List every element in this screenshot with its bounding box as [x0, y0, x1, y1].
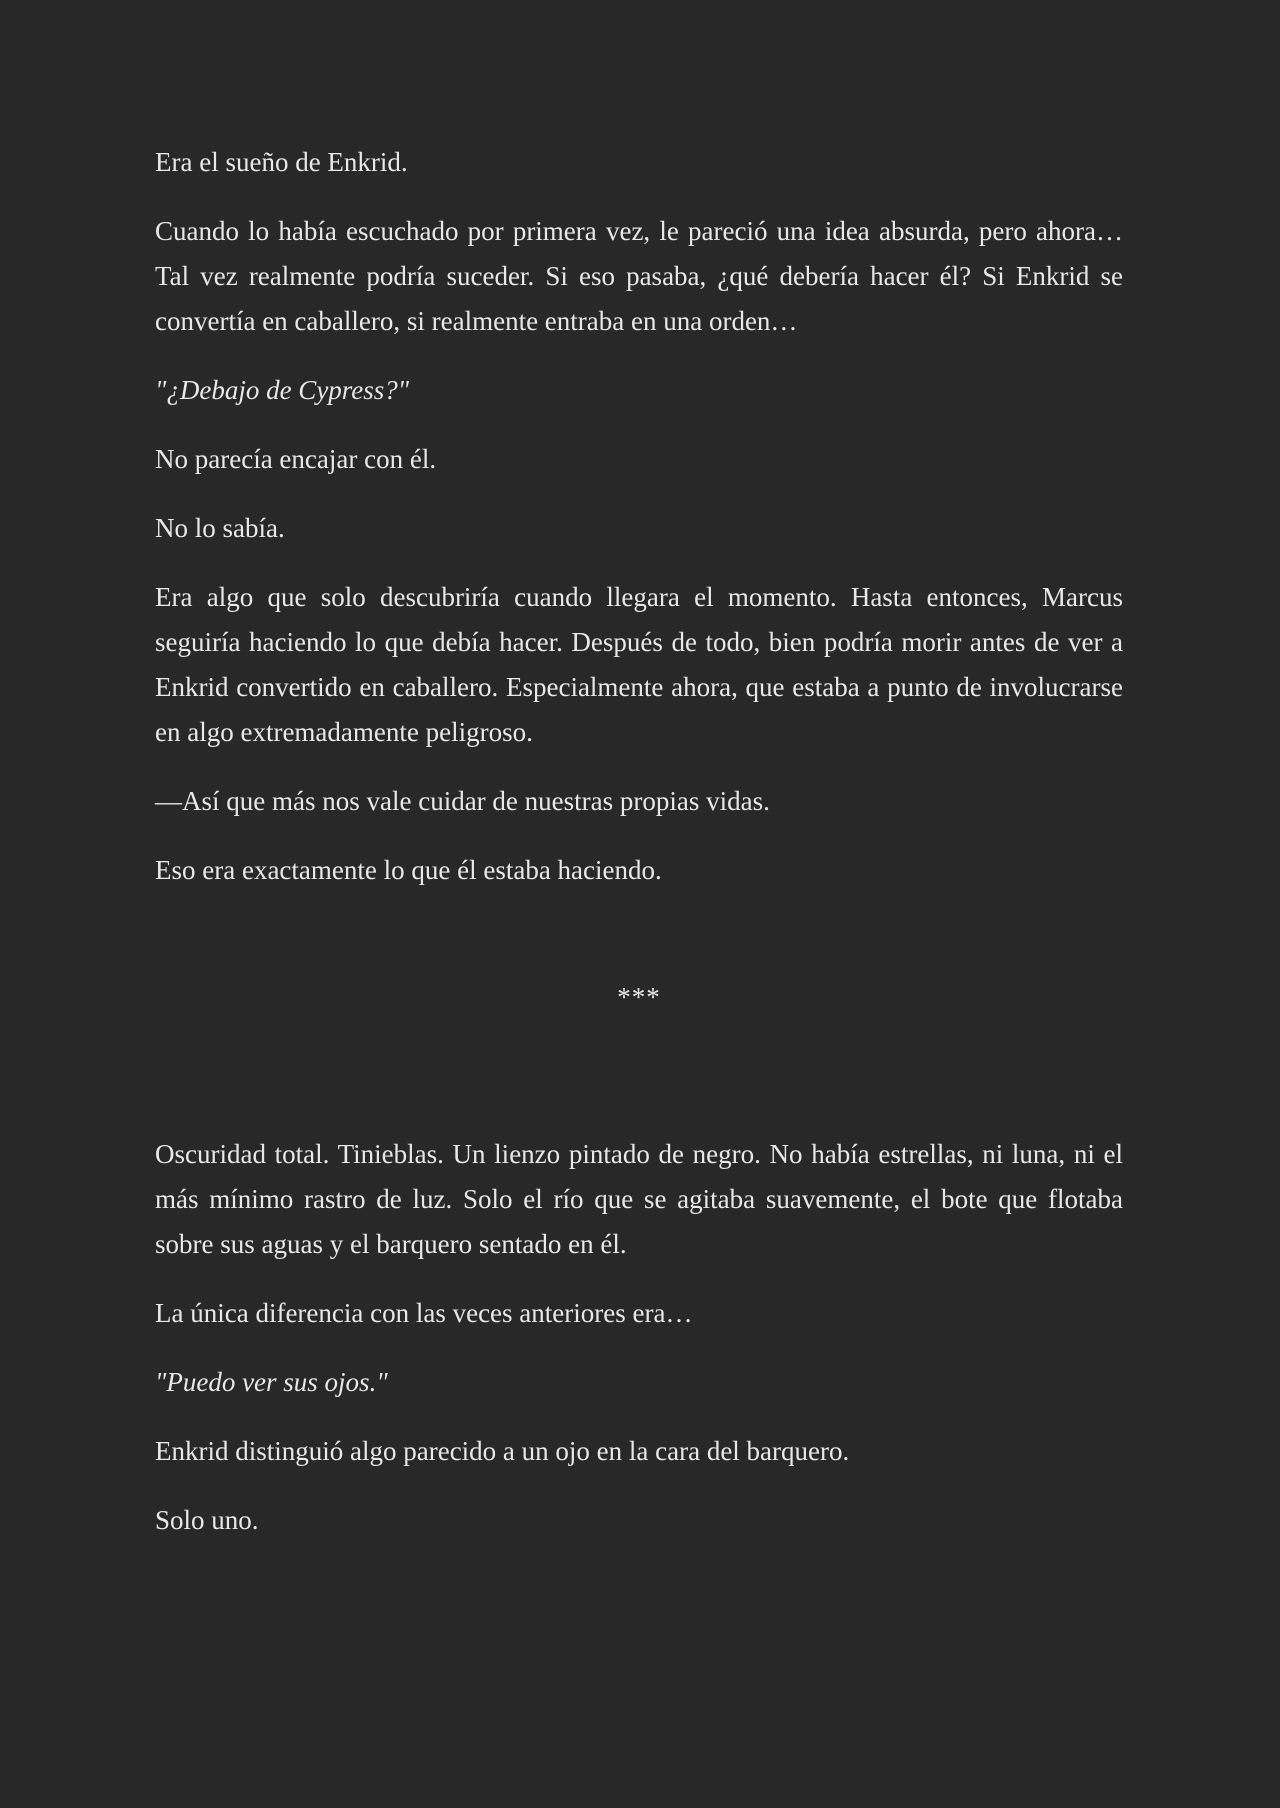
paragraph: Cuando lo había escuchado por primera vez, le pareció una idea absurda, pero ahora… Tal vez realmente podría suceder. Si eso pasaba, ¿qué debería hacer él? Si Enkrid se convertía en caballero, si realmente entraba en una orden…	[155, 216, 1123, 336]
paragraph: Enkrid distinguió algo parecido a un ojo en la cara del barquero.	[155, 1436, 850, 1466]
paragraph: No lo sabía.	[155, 513, 285, 543]
reader-content	[155, 140, 1123, 1567]
italic-thought: "Puedo ver sus ojos."	[155, 1367, 388, 1397]
paragraph: Era el sueño de Enkrid.	[155, 147, 408, 177]
paragraph: Oscuridad total. Tinieblas. Un lienzo pintado de negro. No había estrellas, ni luna, ni el más mínimo rastro de luz. Solo el río que se agitaba suavemente, el bote que flotaba sobre sus aguas y el barquero sentado en él.	[155, 1139, 1123, 1259]
paragraph: No parecía encajar con él.	[155, 444, 437, 474]
paragraph: Solo uno.	[155, 1505, 259, 1535]
paragraph: Eso era exactamente lo que él estaba haciendo.	[155, 855, 662, 885]
dialogue-line: —Así que más nos vale cuidar de nuestras propias vidas.	[155, 786, 770, 816]
paragraph: La única diferencia con las veces anteriores era…	[155, 1298, 693, 1328]
paragraph: Era algo que solo descubriría cuando llegara el momento. Hasta entonces, Marcus seguiría haciendo lo que debía hacer. Después de todo, bien podría morir antes de ver a Enkrid convertido en caballero. Especialmente ahora, que estaba a punto de involucrarse en algo extremadamente peligroso.	[155, 582, 1123, 747]
scene-break: ***	[617, 982, 661, 1012]
italic-thought: "¿Debajo de Cypress?"	[155, 375, 410, 405]
